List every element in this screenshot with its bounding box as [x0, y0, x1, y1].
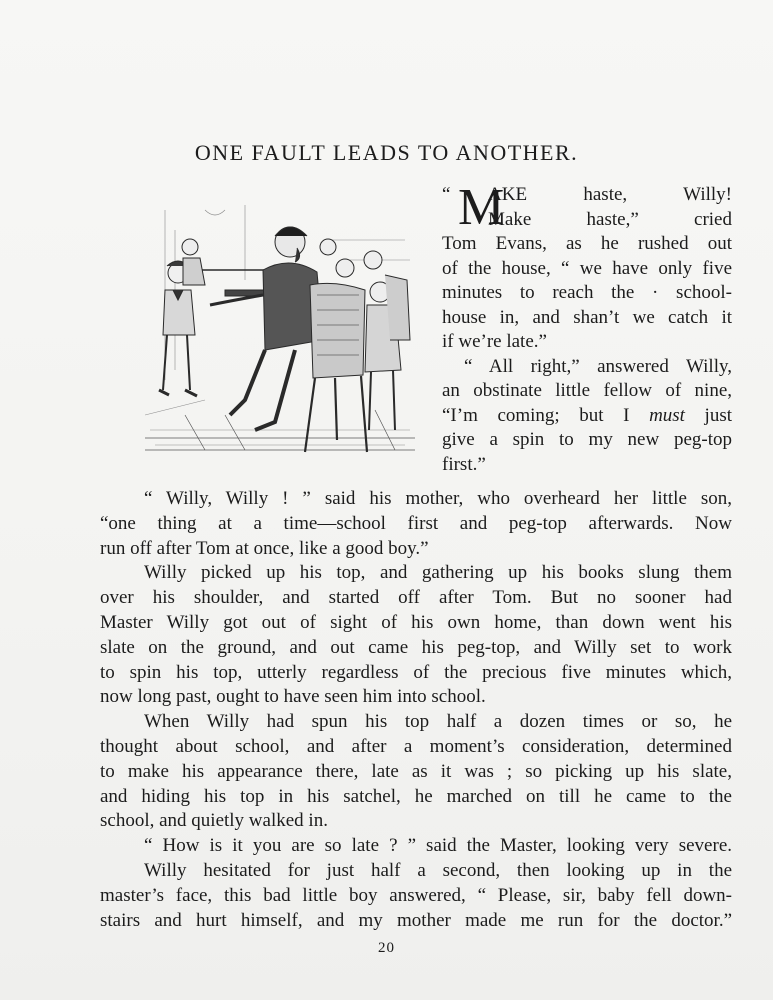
body-line: school, and quietly walked in. [100, 810, 328, 832]
column-line-text: AKE haste, Willy! [488, 184, 732, 205]
body-line: When Willy had spun his top half a dozen times or so, he [144, 711, 732, 733]
body-line: Willy picked up his top, and gathering up his books slung them [144, 562, 732, 584]
body-line: Willy hesitated for just half a second, then looking up in the [144, 859, 732, 881]
story-title: ONE FAULT LEADS TO ANOTHER. [194, 140, 579, 165]
column-line: first.” [442, 453, 486, 475]
drop-cap: M [458, 179, 505, 236]
body-line: slate on the ground, and out came his peg-top, and Willy set to work [100, 636, 732, 658]
body-line: to spin his top, utterly regardless of the precious five minutes which, [100, 661, 732, 683]
body-line: “ How is it you are so late ? ” said the Master, looking very severe. [144, 835, 732, 857]
body-line: now long past, ought to have seen him into school. [100, 686, 486, 708]
body-line: Master Willy got out of sight of his own home, than down went his [100, 611, 732, 633]
column-line: Make haste,” cried [488, 208, 732, 230]
column-line: if we’re late.” [442, 331, 547, 352]
column-line-text: just [684, 404, 732, 426]
column-line [442, 404, 732, 429]
column-line: house in, and shan’t we catch it [442, 306, 732, 328]
body-line: run off after Tom at once, like a good boy.” [100, 537, 429, 559]
body-line: over his shoulder, and started off after Tom. But no sooner had [100, 587, 732, 609]
column-line-text: “I’m coming; but I [442, 404, 650, 426]
column-line: of the house, “ we have only five [442, 257, 732, 279]
column-line: minutes to reach the · school- [442, 282, 732, 303]
opening-column [442, 179, 732, 477]
body-line: “ Willy, Willy ! ” said his mother, who overheard her little son, [144, 488, 732, 509]
column-line: an obstinate little fellow of nine, [442, 380, 732, 401]
body-line: “one thing at a time—school first and peg-top afterwards. Now [100, 512, 732, 534]
body-line: stairs and hurt himself, and my mother made me run for the doctor.” [100, 909, 732, 931]
body-line: to make his appearance there, late as it was ; so picking up his slate, [100, 760, 732, 782]
column-line: “ All right,” answered Willy, [464, 355, 732, 377]
emphasis-text: must [649, 404, 685, 426]
body-line: and hiding his top in his satchel, he marched on till he came to the [100, 785, 732, 807]
story-body [100, 487, 732, 933]
page-number: 20 [378, 940, 395, 956]
column-line: Tom Evans, as he rushed out [442, 233, 732, 254]
schoolroom-illustration [145, 200, 415, 458]
column-line: give a spin to my new peg-top [442, 429, 732, 450]
open-quote: “ [442, 184, 451, 205]
body-line: thought about school, and after a moment’s consideration, determined [100, 735, 732, 757]
body-line: master’s face, this bad little boy answered, “ Please, sir, baby fell down- [100, 884, 732, 906]
